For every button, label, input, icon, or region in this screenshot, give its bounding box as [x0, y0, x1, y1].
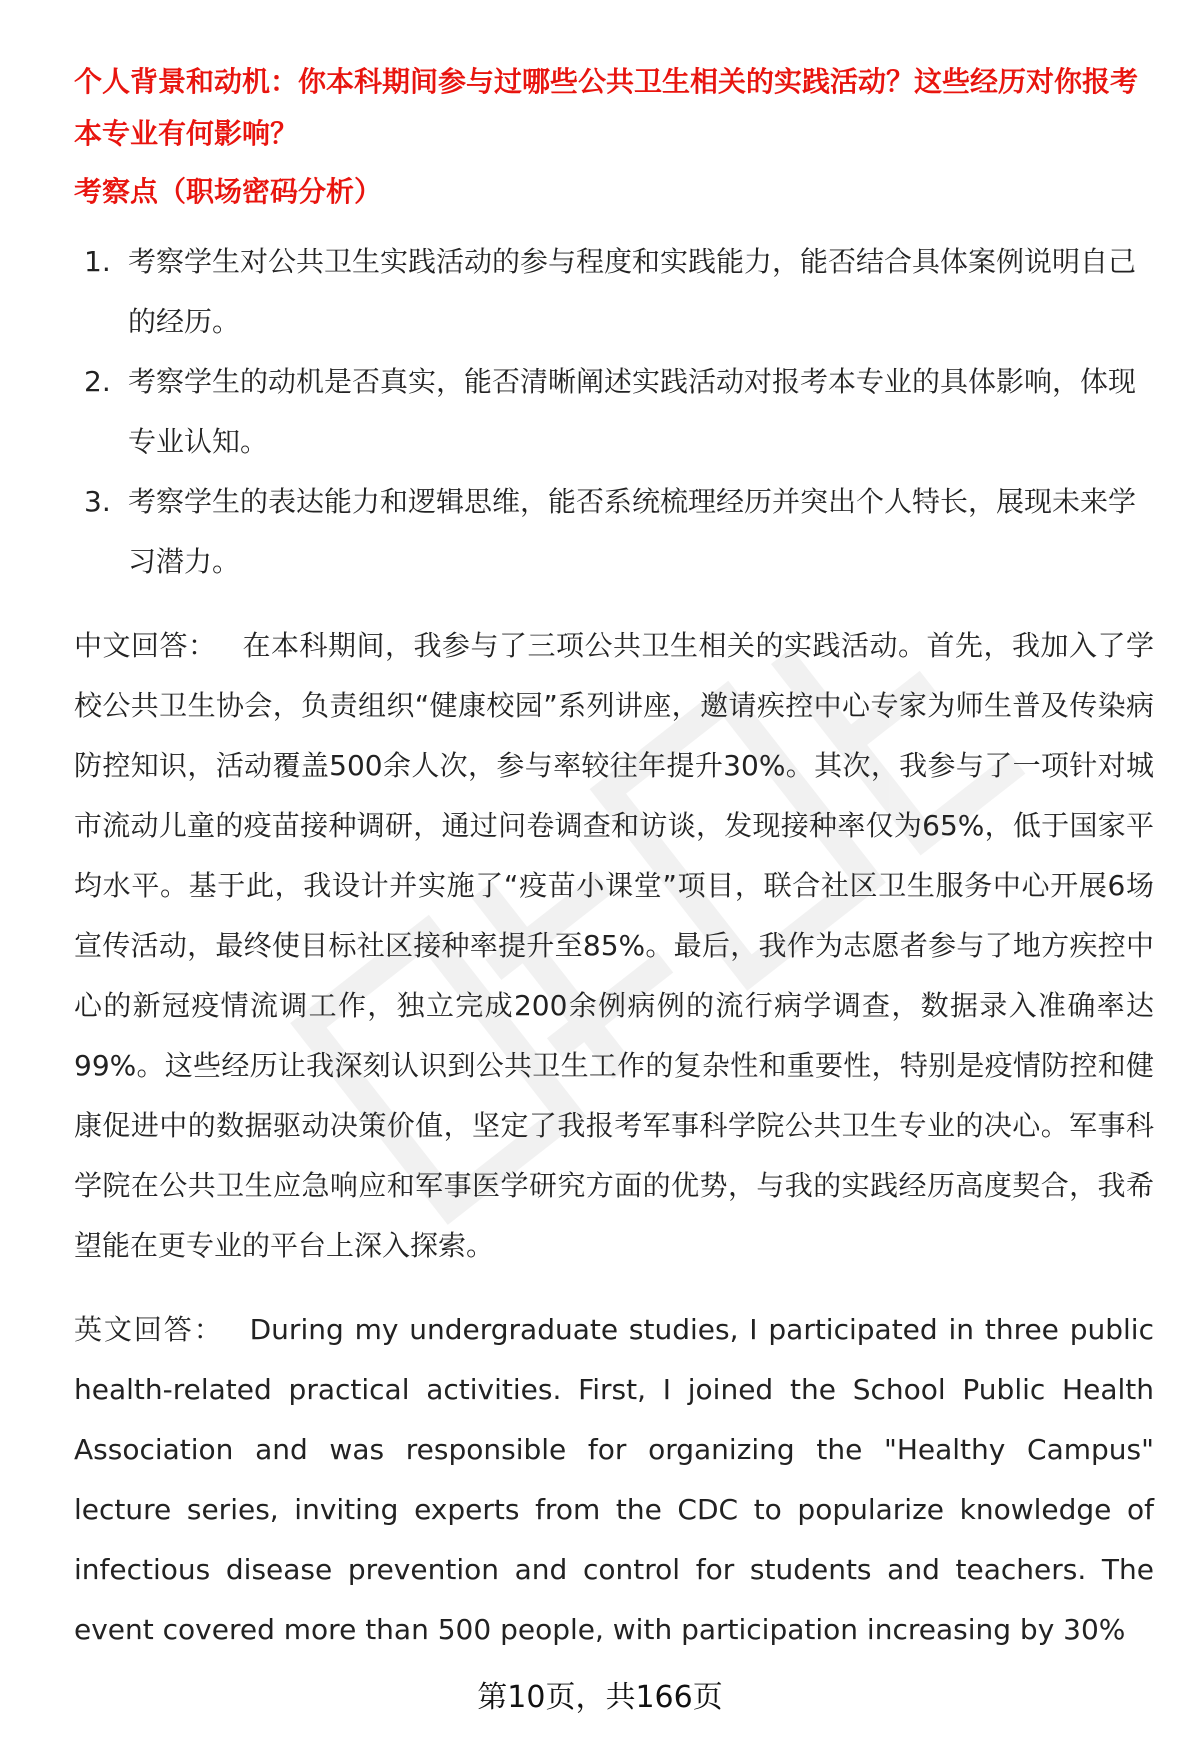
list-item-text: 考察学生的动机是否真实，能否清晰阐述实践活动对报考本专业的具体影响，体现专业认知。 — [128, 365, 1137, 458]
chinese-answer-text: 在本科期间，我参与了三项公共卫生相关的实践活动。首先，我加入了学校公共卫生协会，负责组织“健康校园”系列讲座，邀请疾控中心专家为师生普及传染病防控知识，活动覆盖500余人次，参与率较往年提升30%。其次，我参与了一项针对城市流动儿童的疫苗接种调研，通过问卷调查和访谈，发现接种率仅为65%，低于国家平均水平。基于此，我设计并实施了“疫苗小课堂”项目，联合社区卫生服务中心开展6场宣传活动，最终使目标社区接种率提升至85%。最后，我作为志愿者参与了地方疾控中心的新冠疫情流调工作，独立完成200余例病例的流行病学调查，数据录入准确率达99%。这些经历让我深刻认识到公共卫生工作的复杂性和重要性，特别是疫情防控和健康促进中的数据驱动决策价值，坚定了我报考军事科学院公共卫生专业的决心。军事科学院在公共卫生应急响应和军事医学研究方面的优势，与我的实践经历高度契合，我希望能在更专业的平台上深入探索。 — [74, 629, 1154, 1262]
list-item-text: 考察学生对公共卫生实践活动的参与程度和实践能力，能否结合具体案例说明自己的经历。 — [128, 245, 1137, 338]
list-item — [74, 352, 1154, 472]
list-item-number: 1. — [84, 245, 111, 278]
english-answer — [74, 1300, 1154, 1660]
list-item-number: 2. — [84, 365, 111, 398]
document-page — [74, 56, 1154, 1660]
chinese-answer — [74, 616, 1154, 1276]
list-item — [74, 232, 1154, 352]
assessment-points-list — [74, 232, 1154, 592]
english-answer-text: During my undergraduate studies, I participated in three public health-related practical activities. First, I joined the School Public Health Association and was responsible for organizing the "Healthy Campus" lecture series, inviting experts from the CDC to popularize knowledge of infectious disease prevention and control for students and teachers. The event covered more than 500 people, with participation increasing by 30% — [74, 1313, 1154, 1646]
english-answer-label: 英文回答： — [74, 1313, 224, 1346]
chinese-answer-label: 中文回答： — [74, 629, 217, 662]
section-title: 考察点（职场密码分析） — [74, 175, 383, 208]
page-number-footer: 第10页，共166页 — [477, 1680, 723, 1715]
list-item — [74, 472, 1154, 592]
list-item-text: 考察学生的表达能力和逻辑思维，能否系统梳理经历并突出个人特长，展现未来学习潜力。 — [128, 485, 1137, 578]
list-item-number: 3. — [84, 485, 111, 518]
question-heading: 个人背景和动机：你本科期间参与过哪些公共卫生相关的实践活动？这些经历对你报考本专业有何影响？ — [74, 65, 1139, 150]
